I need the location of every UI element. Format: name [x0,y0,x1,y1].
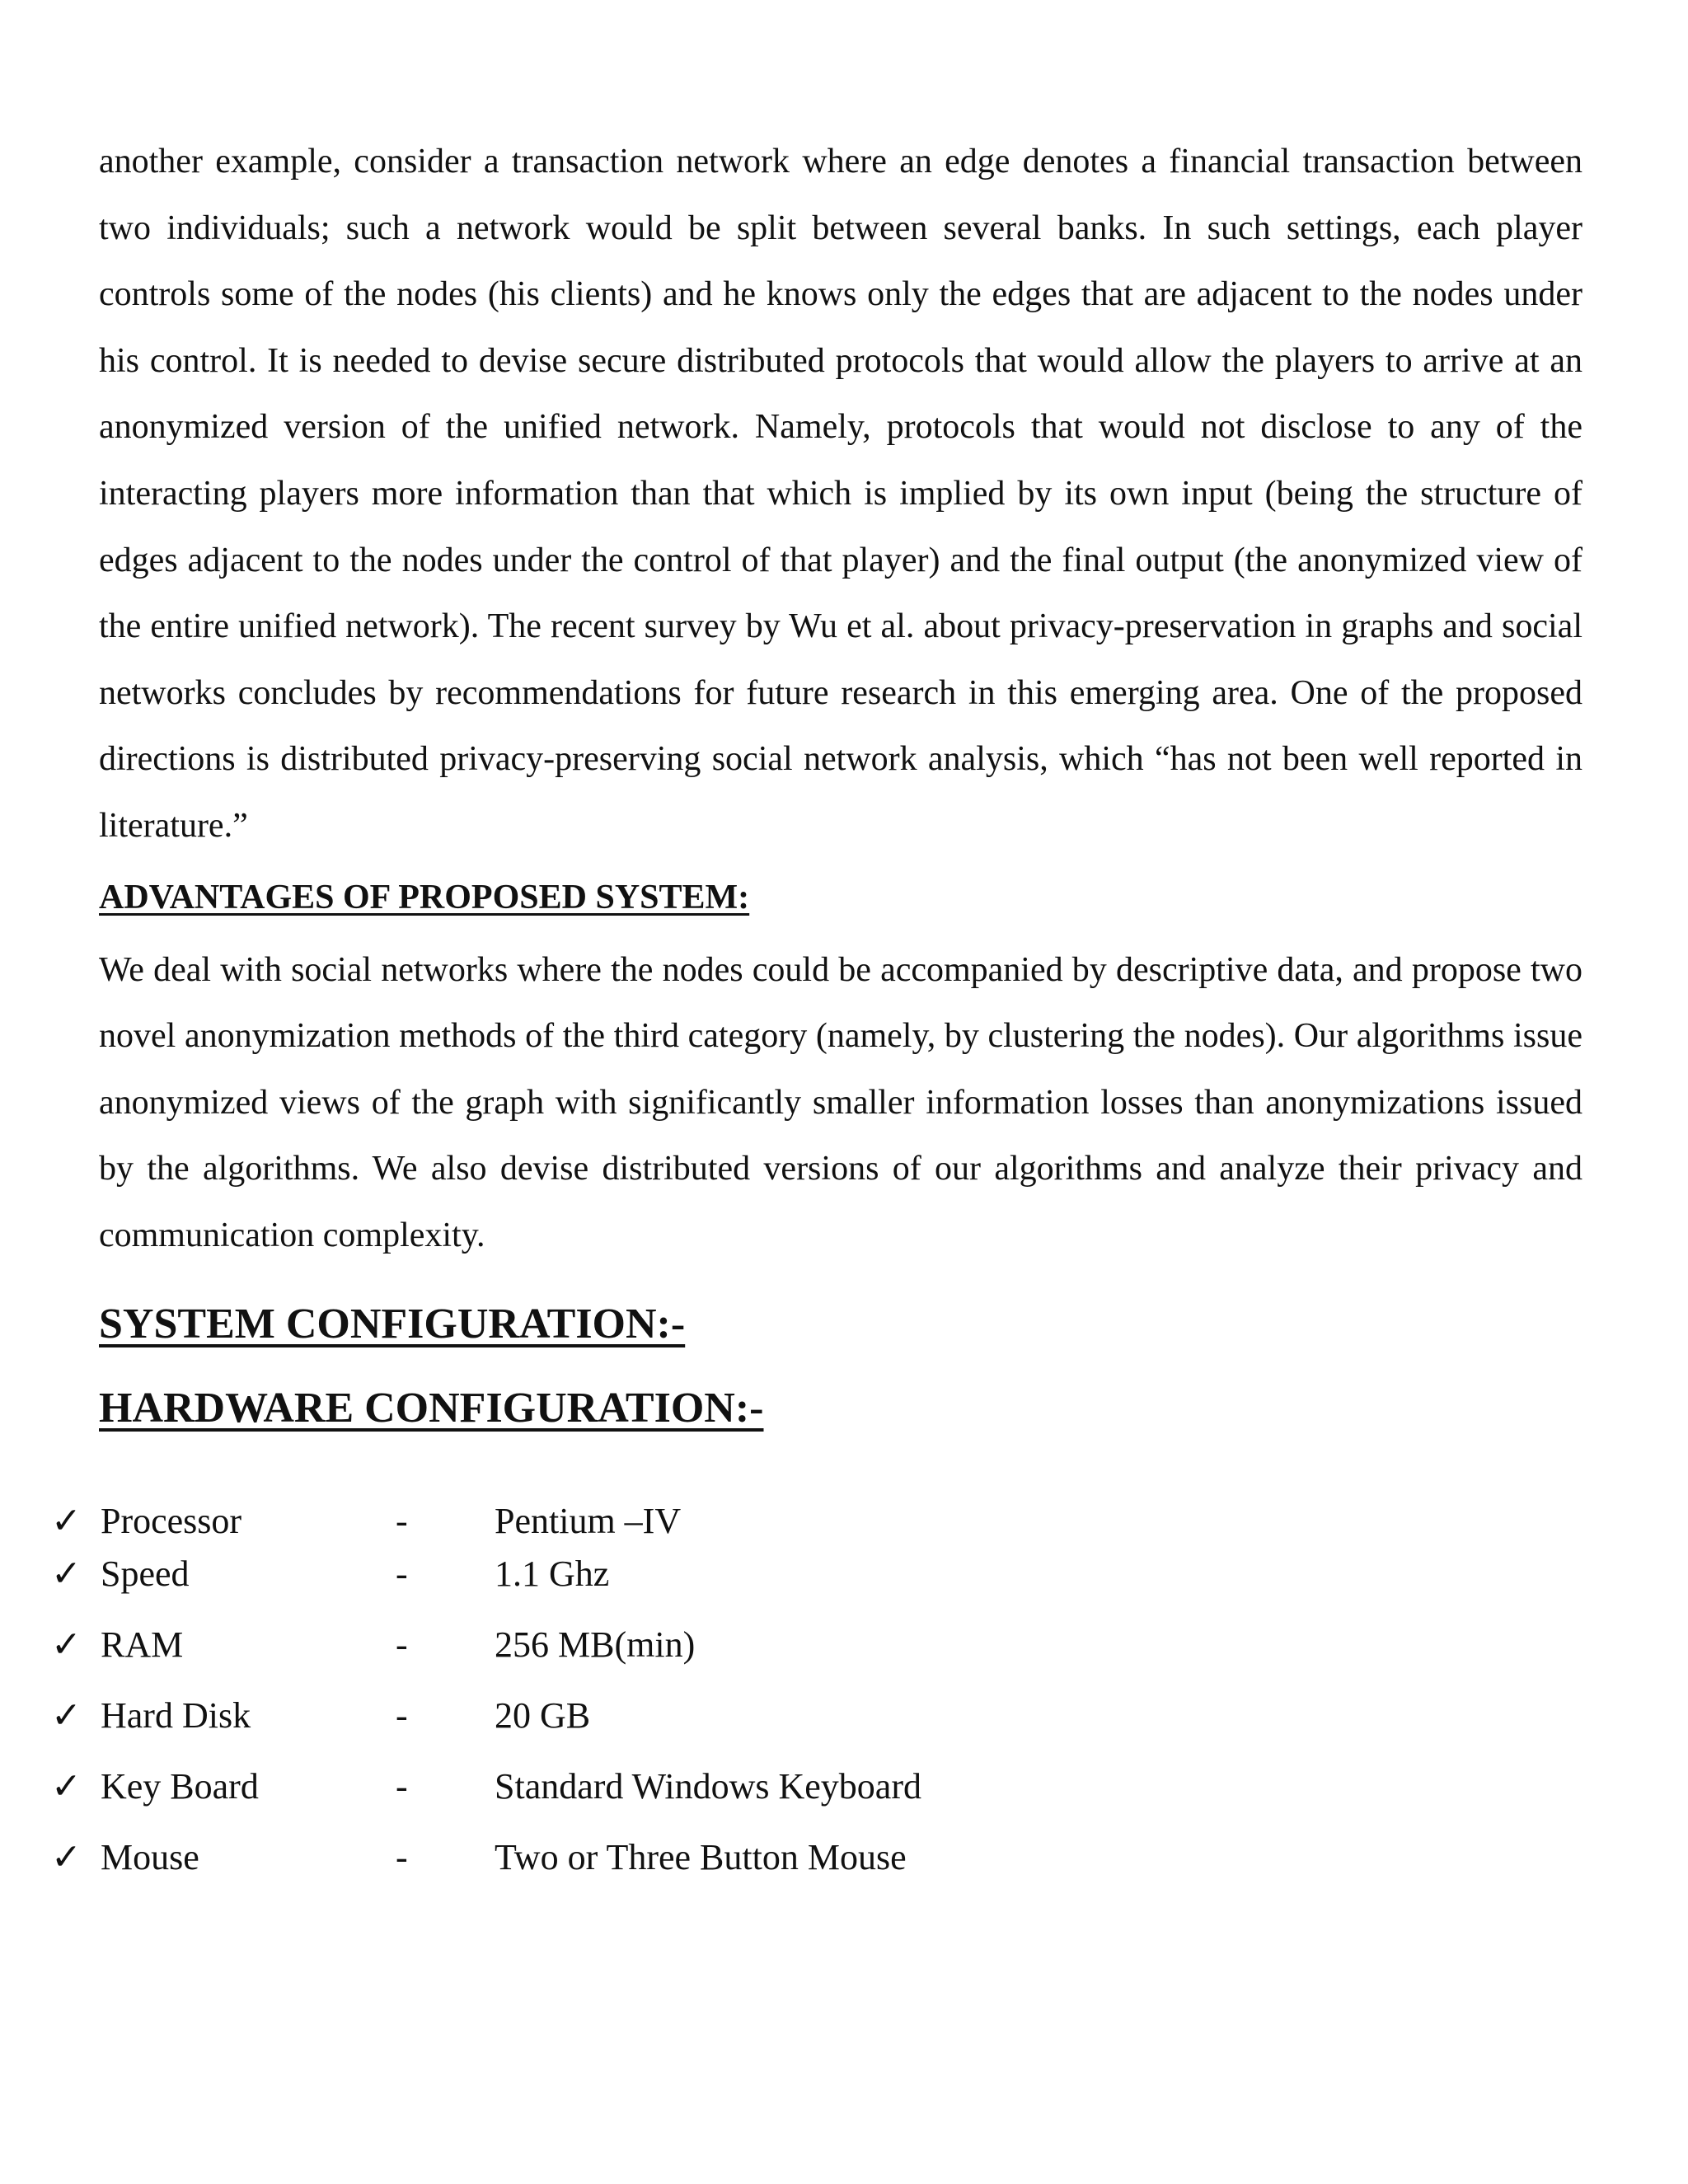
hardware-label: Mouse [101,1837,199,1877]
hardware-label: Processor [101,1501,242,1541]
checkmark-icon: ✓ [51,1837,82,1877]
checkmark-icon: ✓ [51,1554,82,1594]
hardware-label: RAM [101,1624,184,1665]
hardware-value: Pentium –IV [495,1501,682,1541]
hardware-label: Key Board [101,1766,259,1807]
document-page [99,129,1582,1437]
hardware-value: Two or Three Button Mouse [495,1837,907,1877]
advantages-paragraph: We deal with social networks where the nodes could be accompanied by descriptive data, and propose two novel anonymization methods of the third category (namely, by clustering the nodes). Our algorithms issue anonymized views of the graph with significantly smaller information losses than anonymizations issued by the algorithms. We also devise distributed versions of our algorithms and analyze their privacy and communication complexity. [99,950,1582,1254]
separator-dash: - [396,1554,408,1594]
hardware-label: Speed [101,1554,190,1594]
separator-dash: - [396,1837,408,1877]
separator-dash: - [396,1501,408,1541]
hardware-value: 256 MB(min) [495,1624,696,1665]
separator-dash: - [396,1766,408,1807]
checkmark-icon: ✓ [51,1766,82,1807]
hardware-value: 1.1 Ghz [495,1554,610,1594]
hardware-configuration-heading: HARDWARE CONFIGURATION:- [99,1384,764,1432]
system-configuration-heading: SYSTEM CONFIGURATION:- [99,1300,686,1347]
separator-dash: - [396,1624,408,1665]
checkmark-icon: ✓ [51,1695,82,1736]
hardware-value: 20 GB [495,1695,591,1736]
checkmark-icon: ✓ [51,1624,82,1665]
hardware-label: Hard Disk [101,1695,251,1736]
checkmark-icon: ✓ [51,1501,82,1541]
separator-dash: - [396,1695,408,1736]
intro-paragraph: another example, consider a transaction network where an edge denotes a financial transaction between two individuals; such a network would be split between several banks. In such settings, each player controls some of the nodes (his clients) and he knows only the edges that are adjacent to the nodes under his control. It is needed to devise secure distributed protocols that would allow the players to arrive at an anonymized version of the unified network. Namely, protocols that would not disclose to any of the interacting players more information than that which is implied by its own input (being the structure of edges adjacent to the nodes under the control of that player) and the final output (the anonymized view of the entire unified network). The recent survey by Wu et al. about privacy-preservation in graphs and social networks concludes by recommendations for future research in this emerging area. One of the proposed directions is distributed privacy-preserving social network analysis, which “has not been well reported in literature.” [99,143,1582,845]
advantages-heading: ADVANTAGES OF PROPOSED SYSTEM: [99,878,750,916]
hardware-value: Standard Windows Keyboard [495,1766,921,1807]
